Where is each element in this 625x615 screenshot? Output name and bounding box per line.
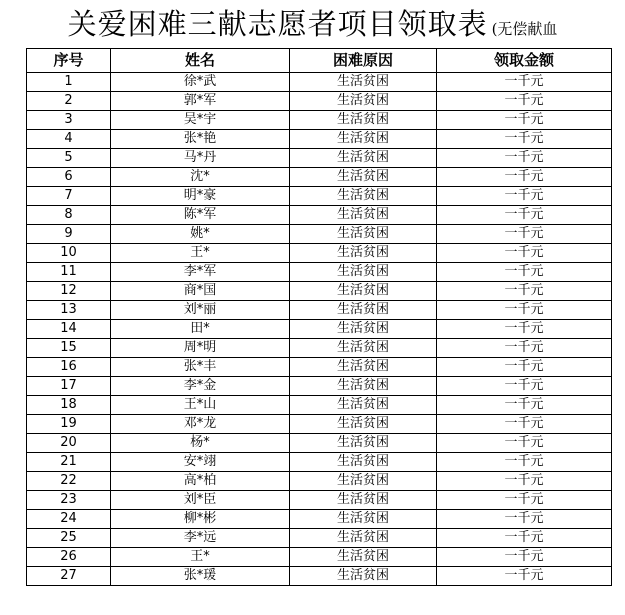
table-row bbox=[27, 548, 612, 567]
cell-hardship-reason: 生活贫困 bbox=[290, 111, 437, 130]
cell-hardship-reason: 生活贫困 bbox=[290, 548, 437, 567]
cell-amount-received: 一千元 bbox=[437, 301, 612, 320]
cell-amount-received: 一千元 bbox=[437, 263, 612, 282]
cell-name: 周*明 bbox=[111, 339, 290, 358]
cell-hardship-reason: 生活贫困 bbox=[290, 282, 437, 301]
cell-name: 李*金 bbox=[111, 377, 290, 396]
header-amount-received: 领取金额 bbox=[437, 49, 612, 73]
cell-amount-received: 一千元 bbox=[437, 320, 612, 339]
table-row bbox=[27, 111, 612, 130]
cell-serial-number: 26 bbox=[27, 548, 111, 567]
cell-serial-number: 18 bbox=[27, 396, 111, 415]
cell-serial-number: 11 bbox=[27, 263, 111, 282]
cell-serial-number: 5 bbox=[27, 149, 111, 168]
cell-name: 张*瑗 bbox=[111, 567, 290, 586]
cell-hardship-reason: 生活贫困 bbox=[290, 472, 437, 491]
cell-serial-number: 2 bbox=[27, 92, 111, 111]
cell-name: 杨* bbox=[111, 434, 290, 453]
table-row bbox=[27, 358, 612, 377]
table-row bbox=[27, 415, 612, 434]
cell-serial-number: 8 bbox=[27, 206, 111, 225]
table-row bbox=[27, 206, 612, 225]
cell-hardship-reason: 生活贫困 bbox=[290, 187, 437, 206]
cell-name: 王* bbox=[111, 244, 290, 263]
cell-name: 吴*宇 bbox=[111, 111, 290, 130]
cell-amount-received: 一千元 bbox=[437, 434, 612, 453]
cell-serial-number: 6 bbox=[27, 168, 111, 187]
table-row bbox=[27, 472, 612, 491]
cell-amount-received: 一千元 bbox=[437, 149, 612, 168]
cell-name: 王* bbox=[111, 548, 290, 567]
table-row bbox=[27, 130, 612, 149]
cell-name: 徐*武 bbox=[111, 73, 290, 92]
cell-hardship-reason: 生活贫困 bbox=[290, 149, 437, 168]
cell-name: 柳*彬 bbox=[111, 510, 290, 529]
cell-name: 李*军 bbox=[111, 263, 290, 282]
cell-hardship-reason: 生活贫困 bbox=[290, 510, 437, 529]
cell-serial-number: 7 bbox=[27, 187, 111, 206]
cell-amount-received: 一千元 bbox=[437, 415, 612, 434]
cell-name: 姚* bbox=[111, 225, 290, 244]
table-row bbox=[27, 73, 612, 92]
table-row bbox=[27, 320, 612, 339]
cell-hardship-reason: 生活贫困 bbox=[290, 339, 437, 358]
cell-serial-number: 3 bbox=[27, 111, 111, 130]
cell-hardship-reason: 生活贫困 bbox=[290, 434, 437, 453]
title-text: 关爱困难三献志愿者项目领取表 bbox=[67, 7, 488, 41]
cell-serial-number: 24 bbox=[27, 510, 111, 529]
cell-hardship-reason: 生活贫困 bbox=[290, 377, 437, 396]
cell-name: 商*国 bbox=[111, 282, 290, 301]
cell-name: 明*豪 bbox=[111, 187, 290, 206]
table-row bbox=[27, 168, 612, 187]
cell-serial-number: 16 bbox=[27, 358, 111, 377]
table-row bbox=[27, 567, 612, 586]
header-hardship-reason: 困难原因 bbox=[290, 49, 437, 73]
cell-hardship-reason: 生活贫困 bbox=[290, 244, 437, 263]
table-body bbox=[27, 73, 612, 586]
cell-hardship-reason: 生活贫困 bbox=[290, 320, 437, 339]
table-row bbox=[27, 225, 612, 244]
cell-amount-received: 一千元 bbox=[437, 491, 612, 510]
table-row bbox=[27, 377, 612, 396]
cell-amount-received: 一千元 bbox=[437, 567, 612, 586]
cell-serial-number: 10 bbox=[27, 244, 111, 263]
table-row bbox=[27, 453, 612, 472]
table-row bbox=[27, 187, 612, 206]
cell-hardship-reason: 生活贫困 bbox=[290, 73, 437, 92]
cell-serial-number: 25 bbox=[27, 529, 111, 548]
cell-amount-received: 一千元 bbox=[437, 472, 612, 491]
cell-serial-number: 19 bbox=[27, 415, 111, 434]
table-row bbox=[27, 434, 612, 453]
cell-name: 刘*臣 bbox=[111, 491, 290, 510]
cell-name: 陈*军 bbox=[111, 206, 290, 225]
cell-serial-number: 14 bbox=[27, 320, 111, 339]
cell-name: 马*丹 bbox=[111, 149, 290, 168]
cell-hardship-reason: 生活贫困 bbox=[290, 529, 437, 548]
header-name: 姓名 bbox=[111, 49, 290, 73]
cell-serial-number: 22 bbox=[27, 472, 111, 491]
cell-amount-received: 一千元 bbox=[437, 282, 612, 301]
cell-amount-received: 一千元 bbox=[437, 73, 612, 92]
cell-serial-number: 17 bbox=[27, 377, 111, 396]
subtitle-text: (无偿献血 bbox=[491, 20, 558, 38]
cell-hardship-reason: 生活贫困 bbox=[290, 567, 437, 586]
cell-hardship-reason: 生活贫困 bbox=[290, 92, 437, 111]
cell-hardship-reason: 生活贫困 bbox=[290, 396, 437, 415]
header-serial-number: 序号 bbox=[27, 49, 111, 73]
cell-name: 沈* bbox=[111, 168, 290, 187]
cell-hardship-reason: 生活贫困 bbox=[290, 225, 437, 244]
cell-serial-number: 27 bbox=[27, 567, 111, 586]
cell-hardship-reason: 生活贫困 bbox=[290, 415, 437, 434]
cell-amount-received: 一千元 bbox=[437, 244, 612, 263]
cell-serial-number: 21 bbox=[27, 453, 111, 472]
table-row bbox=[27, 491, 612, 510]
cell-amount-received: 一千元 bbox=[437, 206, 612, 225]
cell-hardship-reason: 生活贫困 bbox=[290, 453, 437, 472]
cell-serial-number: 12 bbox=[27, 282, 111, 301]
cell-name: 李*远 bbox=[111, 529, 290, 548]
page-title bbox=[0, 0, 625, 48]
table-row bbox=[27, 339, 612, 358]
table-row bbox=[27, 263, 612, 282]
cell-name: 邓*龙 bbox=[111, 415, 290, 434]
cell-amount-received: 一千元 bbox=[437, 187, 612, 206]
cell-serial-number: 23 bbox=[27, 491, 111, 510]
cell-name: 安*翊 bbox=[111, 453, 290, 472]
table-row bbox=[27, 301, 612, 320]
cell-hardship-reason: 生活贫困 bbox=[290, 491, 437, 510]
cell-amount-received: 一千元 bbox=[437, 548, 612, 567]
cell-amount-received: 一千元 bbox=[437, 225, 612, 244]
cell-amount-received: 一千元 bbox=[437, 111, 612, 130]
cell-amount-received: 一千元 bbox=[437, 339, 612, 358]
cell-hardship-reason: 生活贫困 bbox=[290, 358, 437, 377]
cell-amount-received: 一千元 bbox=[437, 358, 612, 377]
cell-amount-received: 一千元 bbox=[437, 396, 612, 415]
cell-amount-received: 一千元 bbox=[437, 92, 612, 111]
cell-serial-number: 9 bbox=[27, 225, 111, 244]
cell-serial-number: 13 bbox=[27, 301, 111, 320]
cell-name: 刘*丽 bbox=[111, 301, 290, 320]
cell-hardship-reason: 生活贫困 bbox=[290, 168, 437, 187]
cell-amount-received: 一千元 bbox=[437, 510, 612, 529]
cell-name: 王*山 bbox=[111, 396, 290, 415]
cell-name: 张*艳 bbox=[111, 130, 290, 149]
table-row bbox=[27, 244, 612, 263]
cell-serial-number: 1 bbox=[27, 73, 111, 92]
cell-hardship-reason: 生活贫困 bbox=[290, 206, 437, 225]
recipient-table bbox=[26, 48, 612, 586]
table-row bbox=[27, 396, 612, 415]
table-row bbox=[27, 282, 612, 301]
table-row bbox=[27, 92, 612, 111]
cell-serial-number: 4 bbox=[27, 130, 111, 149]
table-row bbox=[27, 510, 612, 529]
table-row bbox=[27, 529, 612, 548]
cell-hardship-reason: 生活贫困 bbox=[290, 130, 437, 149]
cell-amount-received: 一千元 bbox=[437, 168, 612, 187]
cell-amount-received: 一千元 bbox=[437, 130, 612, 149]
cell-serial-number: 20 bbox=[27, 434, 111, 453]
cell-name: 高*柏 bbox=[111, 472, 290, 491]
cell-serial-number: 15 bbox=[27, 339, 111, 358]
cell-hardship-reason: 生活贫困 bbox=[290, 263, 437, 282]
table-header-row bbox=[27, 49, 612, 73]
cell-name: 郭*军 bbox=[111, 92, 290, 111]
table-row bbox=[27, 149, 612, 168]
cell-amount-received: 一千元 bbox=[437, 453, 612, 472]
cell-name: 田* bbox=[111, 320, 290, 339]
cell-name: 张*丰 bbox=[111, 358, 290, 377]
cell-amount-received: 一千元 bbox=[437, 529, 612, 548]
cell-hardship-reason: 生活贫困 bbox=[290, 301, 437, 320]
cell-amount-received: 一千元 bbox=[437, 377, 612, 396]
